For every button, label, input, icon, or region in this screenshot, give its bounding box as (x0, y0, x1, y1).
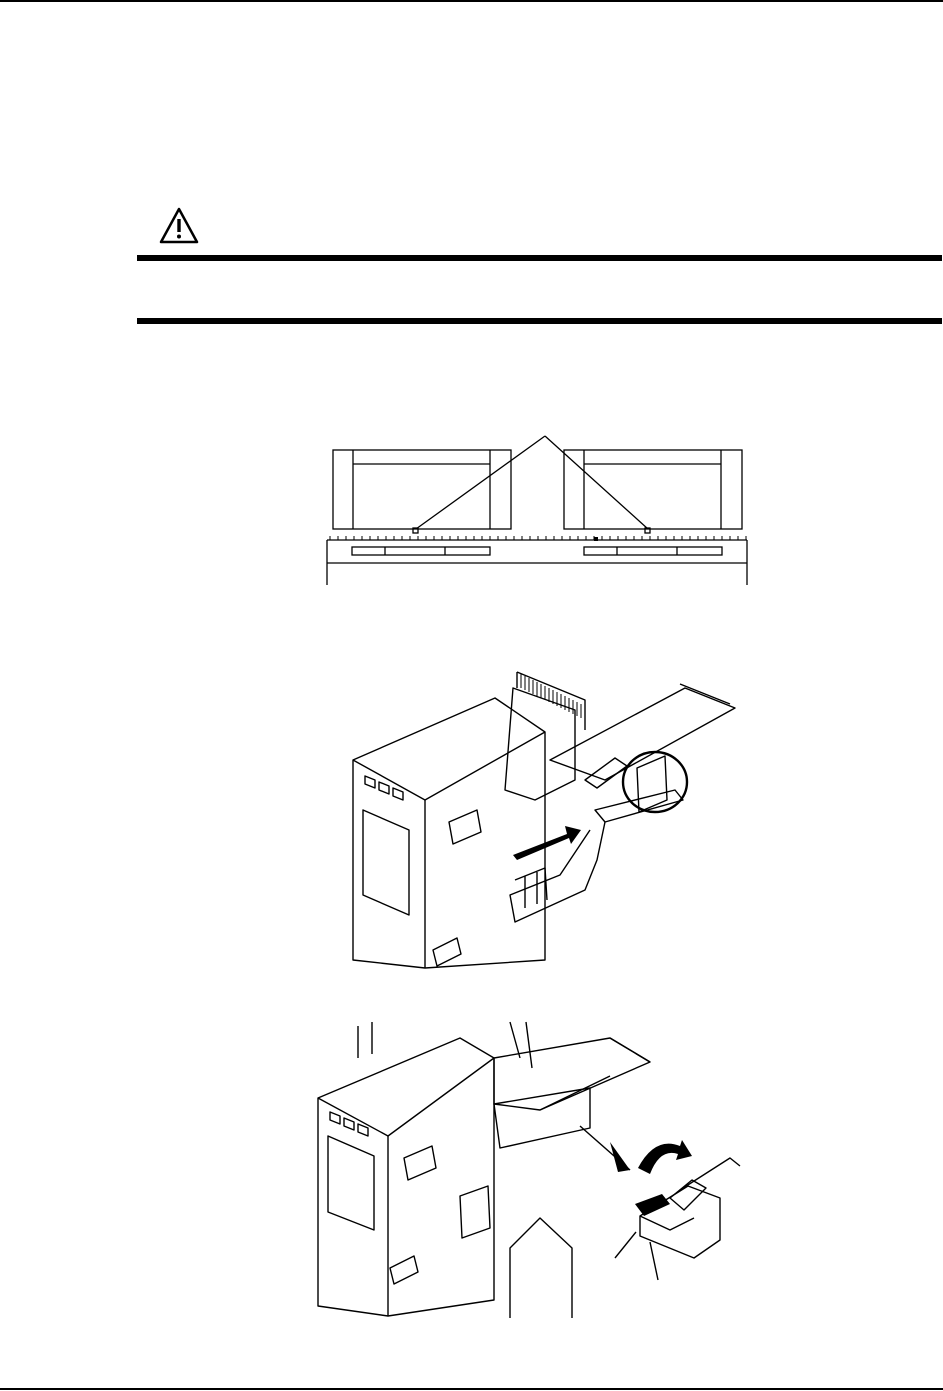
main-cabinet (318, 1038, 494, 1316)
guide-rail (327, 540, 747, 585)
output-tray (505, 672, 735, 800)
output-tray (494, 1038, 650, 1318)
rail-marker (594, 537, 598, 541)
zoom-pointer (610, 1142, 630, 1172)
callout-lines (615, 1232, 658, 1280)
page-top-rule (0, 0, 943, 2)
cabinet-window (328, 1136, 374, 1230)
lever-lock-diagram (310, 1018, 750, 1322)
slot-alignment-diagram (322, 430, 752, 590)
lever-knob (635, 1194, 670, 1216)
cabinet-window (363, 810, 409, 915)
unit-handle (515, 868, 547, 908)
left-slot-block (333, 450, 511, 533)
cabinet-handle (460, 1186, 490, 1238)
push-arrow-icon (513, 826, 581, 860)
caution-bottom-bar (137, 318, 942, 324)
clamp-lever (585, 758, 627, 788)
finisher-insertion-diagram (345, 660, 745, 972)
caution-top-bar (137, 255, 942, 261)
rotate-arrow-icon (638, 1140, 692, 1174)
main-cabinet (353, 698, 545, 968)
comb-teeth (521, 674, 581, 718)
right-slot-block (564, 450, 742, 533)
insertion-unit (510, 790, 683, 922)
cabinet-handle (449, 810, 481, 844)
page-bottom-rule (0, 1388, 943, 1390)
warning-triangle-icon (158, 206, 200, 246)
